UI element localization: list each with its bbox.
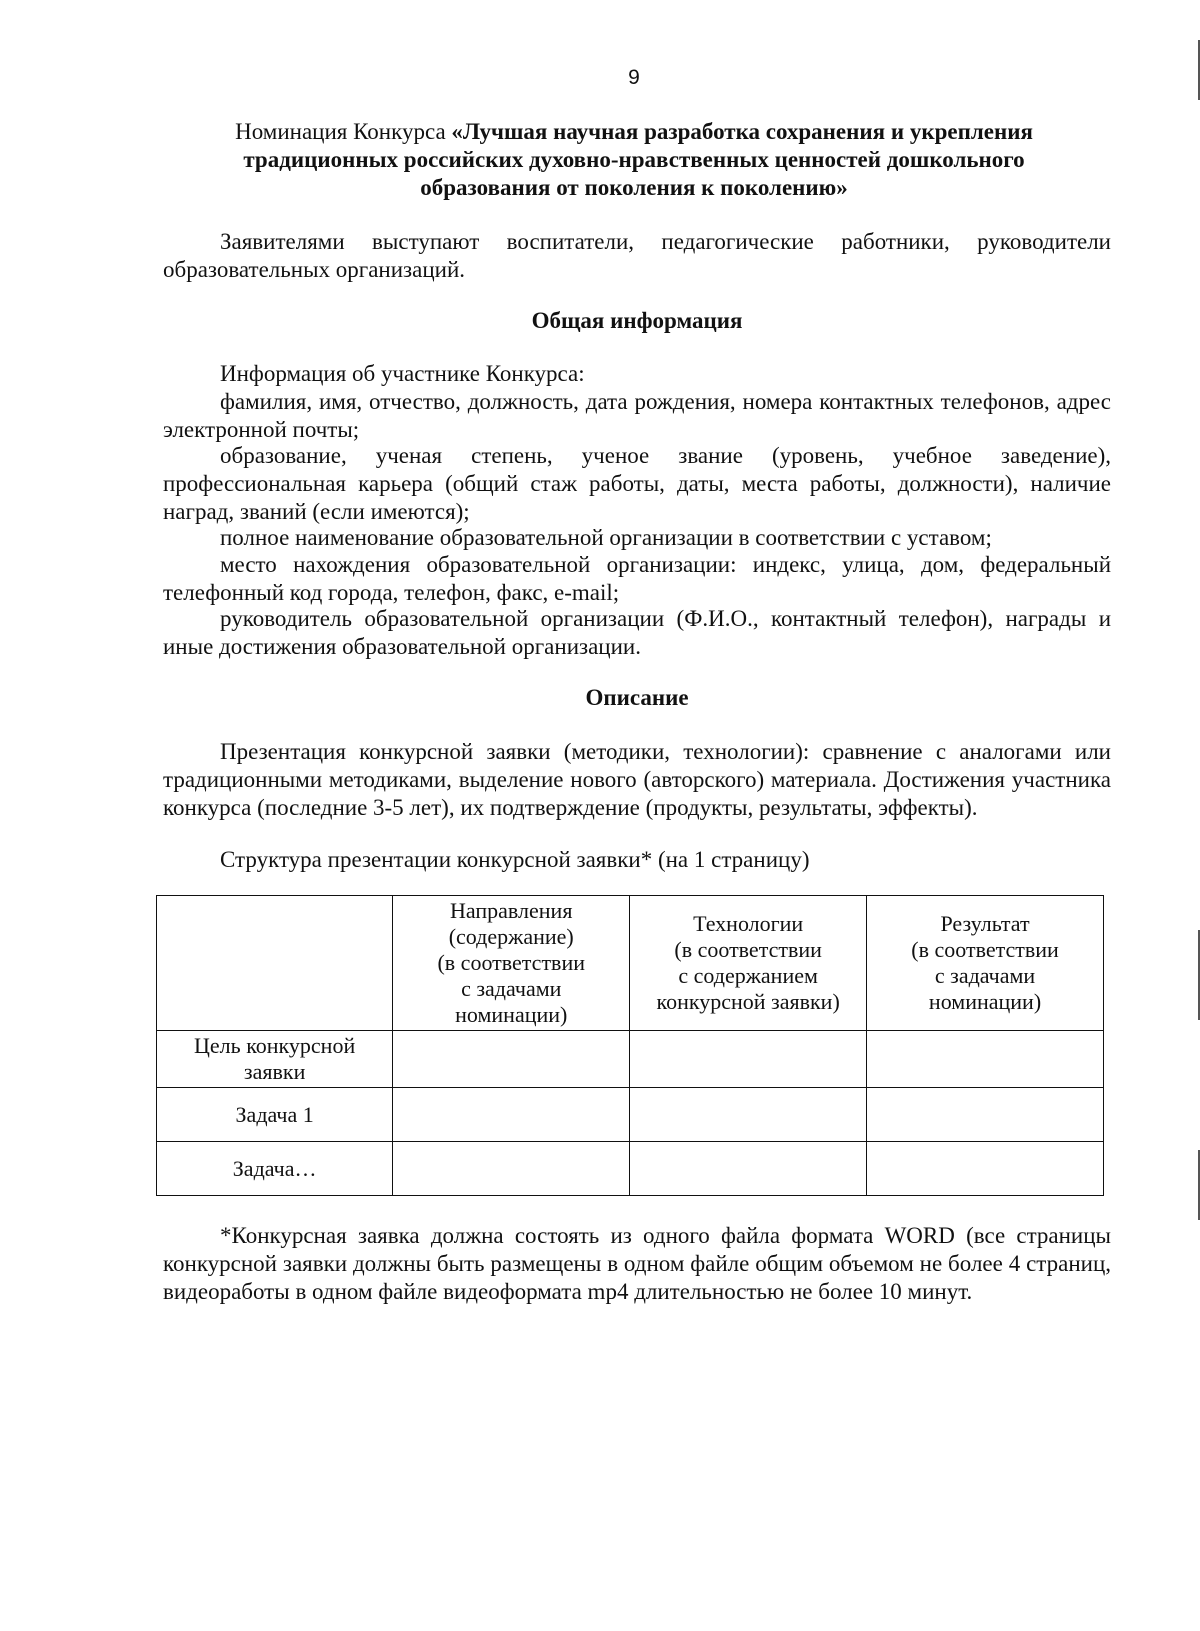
description-paragraph: Презентация конкурсной заявки (методики, технологии): сравнение с аналогами или традиционными методиками, выделение нового (авторского) материала. Достижения участника конкурса (последние 3-5 лет), их подтверждение (продукты, результаты, эффекты). <box>163 739 1111 820</box>
general-info-item: фамилия, имя, отчество, должность, дата рождения, номера контактных телефонов, адрес электронной почты; <box>163 389 1111 442</box>
general-info-item: место нахождения образовательной организации: индекс, улица, дом, федеральный телефонный код города, телефон, факс, e-mail; <box>163 552 1111 605</box>
table-row <box>157 1088 1104 1142</box>
applicants-paragraph: Заявителями выступают воспитатели, педагогические работники, руководители образовательных организаций. <box>163 229 1111 282</box>
header-line: номинации) <box>455 1002 568 1027</box>
header-line: (в соответствии <box>911 937 1059 962</box>
table-cell-empty <box>630 1031 867 1088</box>
row-label <box>157 1031 393 1088</box>
presentation-structure-table <box>156 895 1104 1196</box>
table-header-result <box>867 896 1104 1031</box>
header-line: (в соответствии <box>437 950 585 975</box>
table-cell-empty <box>393 1031 630 1088</box>
structure-caption: Структура презентации конкурсной заявки* (на 1 страницу) <box>220 847 810 872</box>
table-row <box>157 1142 1104 1196</box>
table-header-row <box>157 896 1104 1031</box>
description-heading: Описание <box>585 685 689 710</box>
table-cell-empty <box>630 1142 867 1196</box>
row-label-line: заявки <box>243 1059 306 1084</box>
nomination-title-name: «Лучшая научная разработка сохранения и укрепления традиционных российских духовно-нравственных ценностей дошкольного образования от поколения к поколению» <box>243 119 1033 200</box>
table-cell-empty <box>393 1088 630 1142</box>
row-label: Задача 1 <box>157 1088 393 1142</box>
page-number: 9 <box>628 66 640 89</box>
table-header-empty <box>157 896 393 1031</box>
table-cell-empty <box>393 1142 630 1196</box>
table-cell-empty <box>867 1031 1104 1088</box>
table-cell-empty <box>867 1088 1104 1142</box>
footnote: *Конкурсная заявка должна состоять из одного файла формата WORD (все страницы конкурсной заявки должны быть размещены в одном файле общим объемом не более 4 страниц, видеоработы в одном файле видеоформата mp4 длительностью не более 10 минут. <box>163 1223 1111 1304</box>
header-line: с содержанием <box>678 963 818 988</box>
general-info-item: руководитель образовательной организации (Ф.И.О., контактный телефон), награды и иные достижения образовательной организации. <box>163 606 1111 659</box>
header-line: с задачами <box>934 963 1036 988</box>
table-header-technologies <box>630 896 867 1031</box>
header-line: с задачами <box>461 976 562 1001</box>
header-line: номинации) <box>928 989 1042 1014</box>
header-line: Направления <box>450 898 573 923</box>
header-line: Технологии <box>693 911 804 936</box>
general-info-item: полное наименование образовательной организации в соответствии с уставом; <box>220 525 992 550</box>
general-info-heading: Общая информация <box>531 308 743 333</box>
nomination-title <box>180 118 1088 202</box>
table-cell-empty <box>630 1088 867 1142</box>
table-header-directions <box>393 896 630 1031</box>
nomination-title-prefix: Номинация Конкурса <box>235 119 452 144</box>
header-line: конкурсной заявки) <box>656 989 840 1014</box>
table-row <box>157 1031 1104 1088</box>
header-line: (содержание) <box>448 924 574 949</box>
row-label: Задача… <box>157 1142 393 1196</box>
general-info-item: Информация об участнике Конкурса: <box>220 361 585 386</box>
header-line: (в соответствии <box>674 937 822 962</box>
header-line: Результат <box>940 911 1030 936</box>
general-info-item: образование, ученая степень, ученое звание (уровень, учебное заведение), профессиональная карьера (общий стаж работы, даты, места работы, должности), наличие наград, званий (если имеются); <box>163 443 1111 524</box>
table-cell-empty <box>867 1142 1104 1196</box>
row-label-line: Цель конкурсной <box>194 1033 356 1058</box>
